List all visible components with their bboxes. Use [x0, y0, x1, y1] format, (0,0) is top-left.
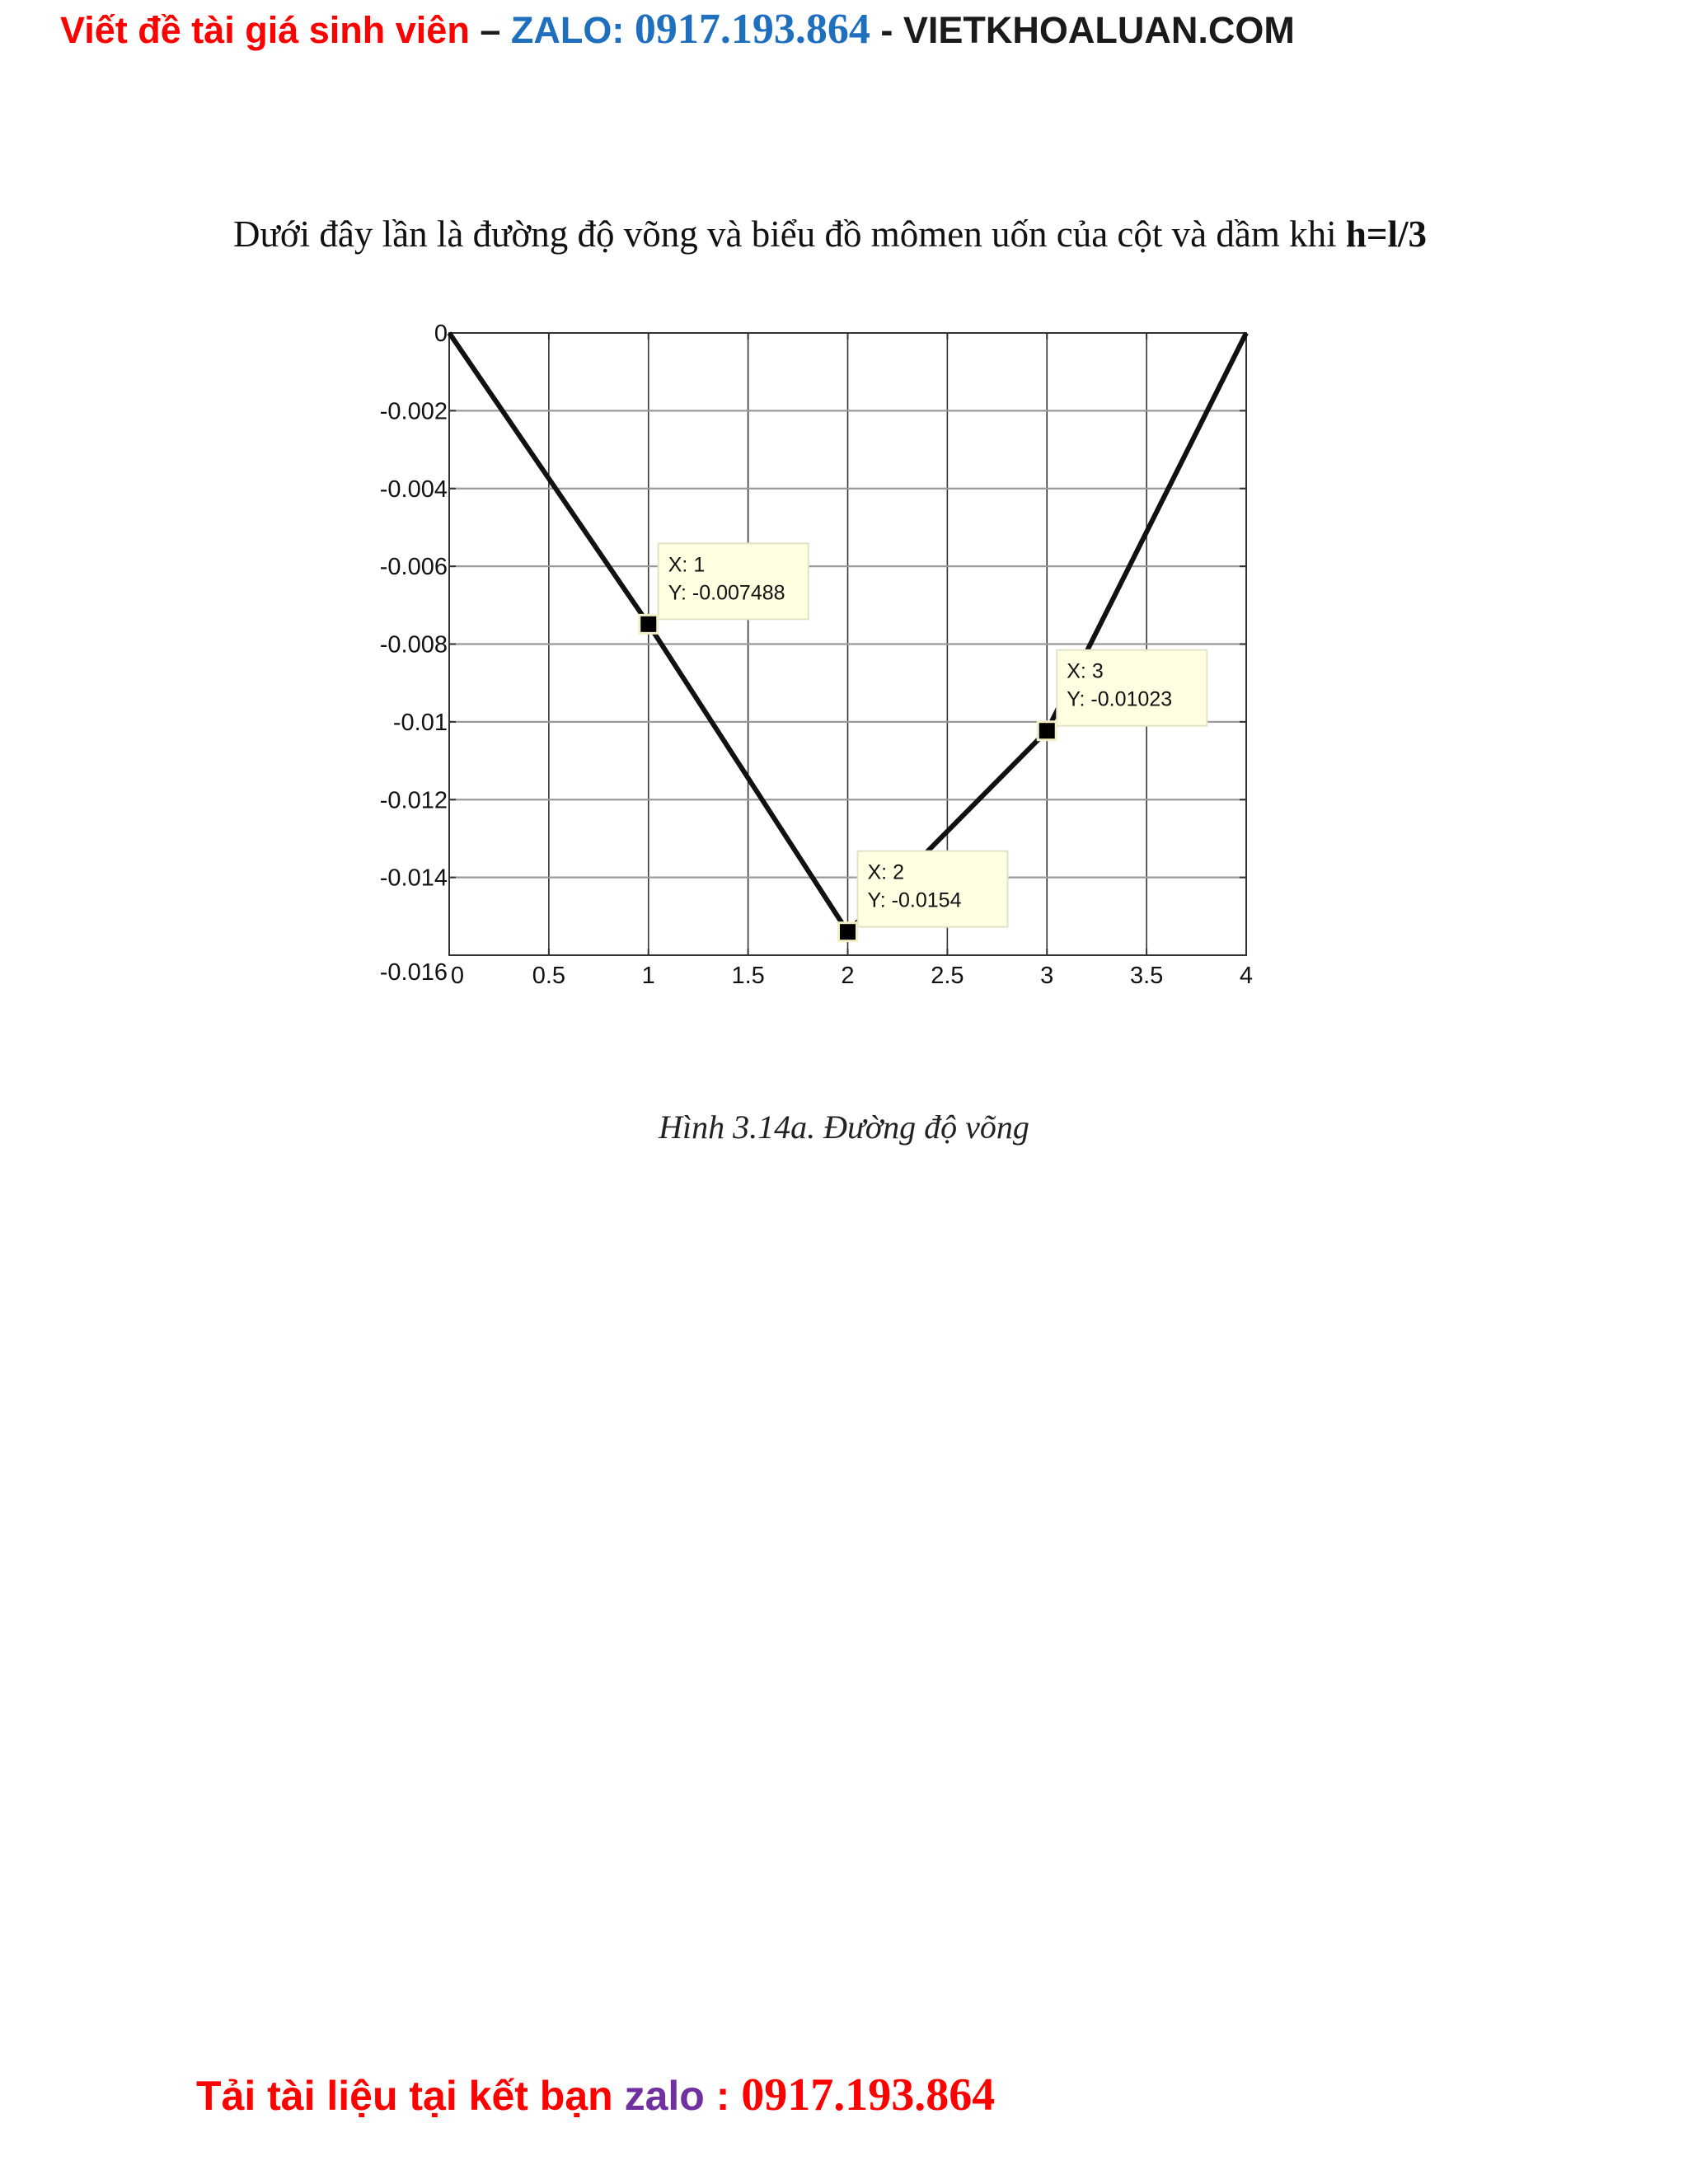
header-dash: –	[469, 9, 511, 51]
x-tick-label: 0.5	[532, 963, 566, 989]
x-tick-label: 4	[1239, 963, 1254, 989]
datatip-marker	[640, 615, 658, 633]
footer-banner	[196, 2069, 995, 2121]
header-banner	[60, 5, 1295, 55]
datatip-marker	[1038, 722, 1056, 740]
header-phone: 0917.193.864	[634, 6, 870, 53]
header-zalo-label: ZALO:	[510, 9, 635, 51]
datatip-x-label: X: 3	[1067, 659, 1104, 683]
footer-colon: :	[704, 2073, 742, 2119]
datatip-y-label: Y: -0.007488	[668, 581, 785, 605]
deflection-chart	[363, 313, 1294, 1014]
y-tick-label: -0.01	[392, 709, 448, 736]
y-tick-label: -0.004	[379, 476, 448, 503]
x-tick-label: 2	[841, 963, 855, 989]
x-tick-label: 3.5	[1129, 963, 1164, 989]
y-tick-label: -0.002	[379, 398, 448, 425]
datatip-y-label: Y: -0.01023	[1067, 687, 1173, 711]
y-tick-label: -0.014	[379, 865, 448, 892]
intro-bold: h=l/3	[1345, 213, 1428, 255]
datatip-x-label: X: 1	[668, 553, 706, 577]
y-tick-label: -0.008	[379, 631, 448, 658]
footer-text: Tải tài liệu tại kết bạn	[196, 2073, 625, 2119]
datatip-marker	[839, 923, 857, 941]
x-tick-label: 0	[450, 963, 465, 989]
x-tick-label: 3	[1040, 963, 1054, 989]
x-tick-label: 1	[641, 963, 655, 989]
footer-zalo: zalo	[624, 2073, 705, 2119]
y-tick-label: -0.016	[379, 959, 448, 986]
y-tick-label: -0.006	[379, 554, 448, 581]
datatip-y-label: Y: -0.0154	[867, 888, 962, 912]
figure-caption: Hình 3.14a. Đường độ võng	[659, 1108, 1029, 1146]
footer-phone: 0917.193.864	[741, 2069, 996, 2121]
intro-text: Dưới đây lần là đường độ võng và biểu đồ mômen uốn của cột và dầm khi	[233, 213, 1346, 255]
intro-paragraph	[233, 213, 1427, 255]
x-tick-label: 1.5	[731, 963, 765, 989]
x-tick-label: 2.5	[931, 963, 964, 989]
datatip-x-label: X: 2	[867, 860, 904, 884]
y-tick-label: -0.012	[379, 787, 448, 814]
y-tick-label: 0	[434, 321, 448, 347]
header-website: - VIETKHOALUAN.COM	[870, 9, 1295, 51]
header-tagline: Viết đề tài giá sinh viên	[60, 9, 470, 51]
